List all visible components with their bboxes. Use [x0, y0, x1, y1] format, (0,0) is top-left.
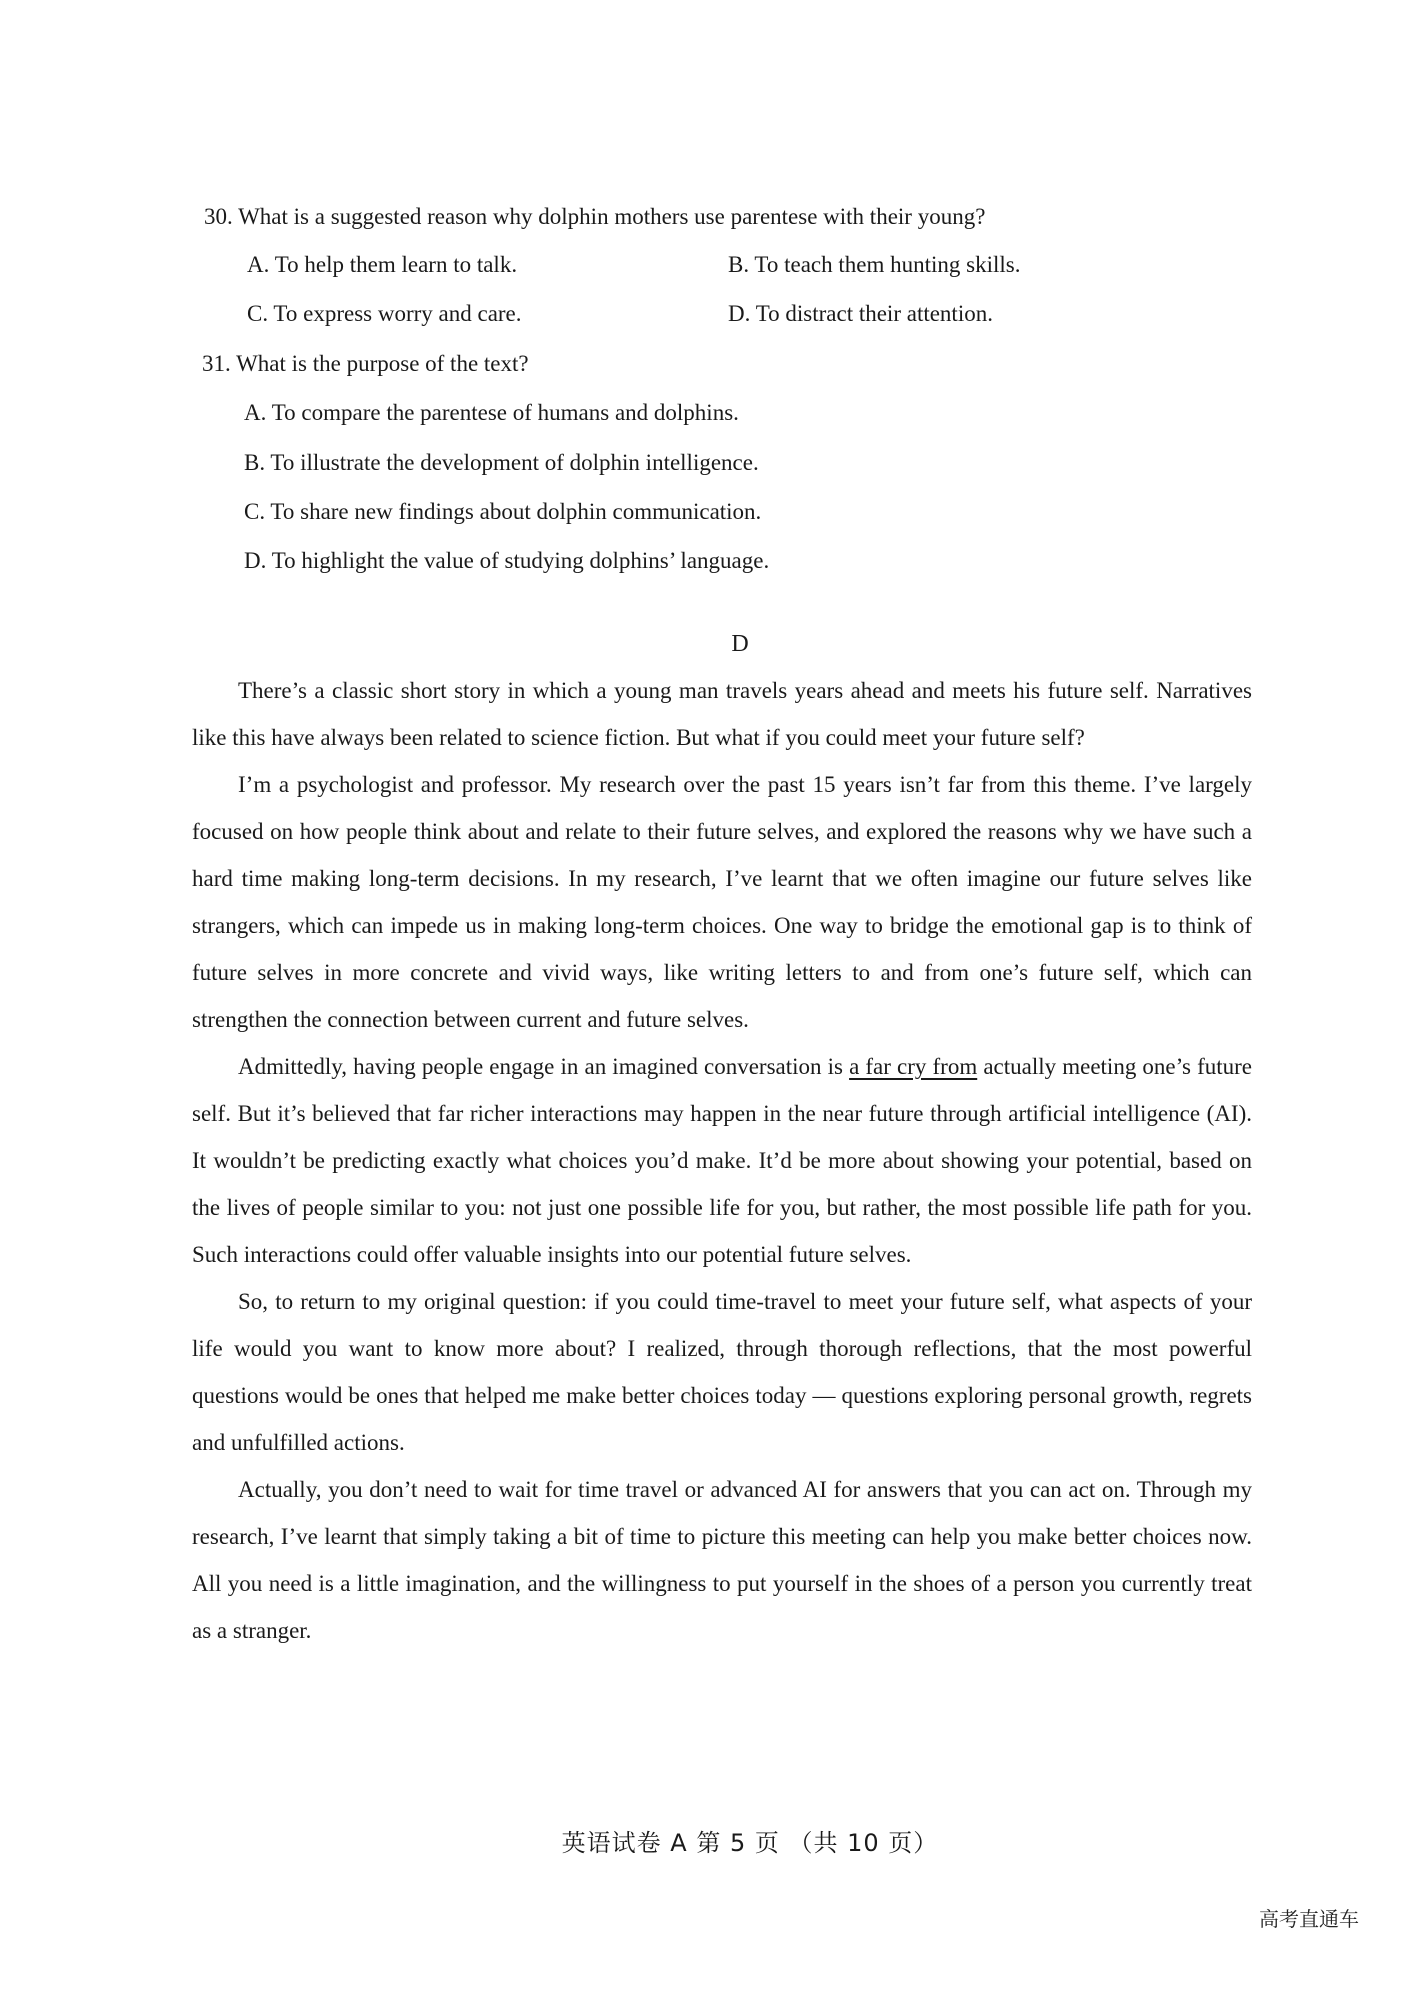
- passage-paragraph-2: I’m a psychologist and professor. My research over the past 15 years isn’t far from this theme. I’ve largely focused on how people think about and relate to their future selves, and explored the reasons why we have such a hard time making long-term decisions. In my research, I’ve learnt that we often imagine our future selves like strangers, which can impede us in making long-term choices. One way to bridge the emotional gap is to think of future selves in more concrete and vivid ways, like writing letters to and from one’s future self, which can strengthen the connection between current and future selves.: [192, 772, 1252, 1032]
- passage-paragraph-5: Actually, you don’t need to wait for time travel or advanced AI for answers that you can act on. Through my research, I’ve learnt that simply taking a bit of time to picture this meeting can help you make better choices now. All you need is a little imagination, and the willingness to put yourself in the shoes of a person you currently treat as a stranger.: [192, 1477, 1252, 1643]
- question-30-option-b: B. To teach them hunting skills.: [728, 252, 1021, 277]
- question-30-option-a: A. To help them learn to talk.: [247, 252, 518, 277]
- question-31-option-d: D. To highlight the value of studying dolphins’ language.: [244, 548, 770, 573]
- question-30-option-c: C. To express worry and care.: [247, 301, 522, 326]
- passage-paragraph-3: [192, 1043, 1252, 1278]
- section-d-heading: D: [731, 631, 749, 657]
- page-footer: 英语试卷 A 第 5 页 （共 10 页）: [561, 1829, 939, 1857]
- passage-d: [192, 667, 1252, 1654]
- question-31-stem: 31. What is the purpose of the text?: [202, 351, 529, 376]
- passage-paragraph-1: There’s a classic short story in which a young man travels years ahead and meets his future self. Narratives like this have always been related to science fiction. But what if you could meet your future self?: [192, 678, 1252, 750]
- question-30-stem: 30. What is a suggested reason why dolphin mothers use parentese with their young?: [204, 204, 986, 229]
- watermark-text: 高考直通车: [1259, 1907, 1359, 1931]
- passage-paragraph-4: So, to return to my original question: if you could time-travel to meet your future self, what aspects of your life would you want to know more about? I realized, through thorough reflections, that the most powerful questions would be ones that helped me make better choices today — questions exploring personal growth, regrets and unfulfilled actions.: [192, 1289, 1252, 1455]
- question-31-option-b: B. To illustrate the development of dolphin intelligence.: [244, 450, 759, 475]
- question-31-option-c: C. To share new findings about dolphin communication.: [244, 499, 762, 524]
- passage-paragraph-3-start: Admittedly, having people engage in an imagined conversation is: [238, 1054, 850, 1079]
- question-31-option-a: A. To compare the parentese of humans and dolphins.: [244, 400, 739, 425]
- underlined-phrase: a far cry from: [849, 1054, 978, 1079]
- question-30-option-d: D. To distract their attention.: [728, 301, 993, 326]
- passage-paragraph-3-end: actually meeting one’s future self. But it’s believed that far richer interactions may happen in the near future through artificial intelligence (AI). It wouldn’t be predicting exactly what choices you’d make. It’d be more about showing your potential, based on the lives of people similar to you: not just one possible life for you, but rather, the most possible life path for you. Such interactions could offer valuable insights into our potential future selves.: [192, 1054, 1252, 1267]
